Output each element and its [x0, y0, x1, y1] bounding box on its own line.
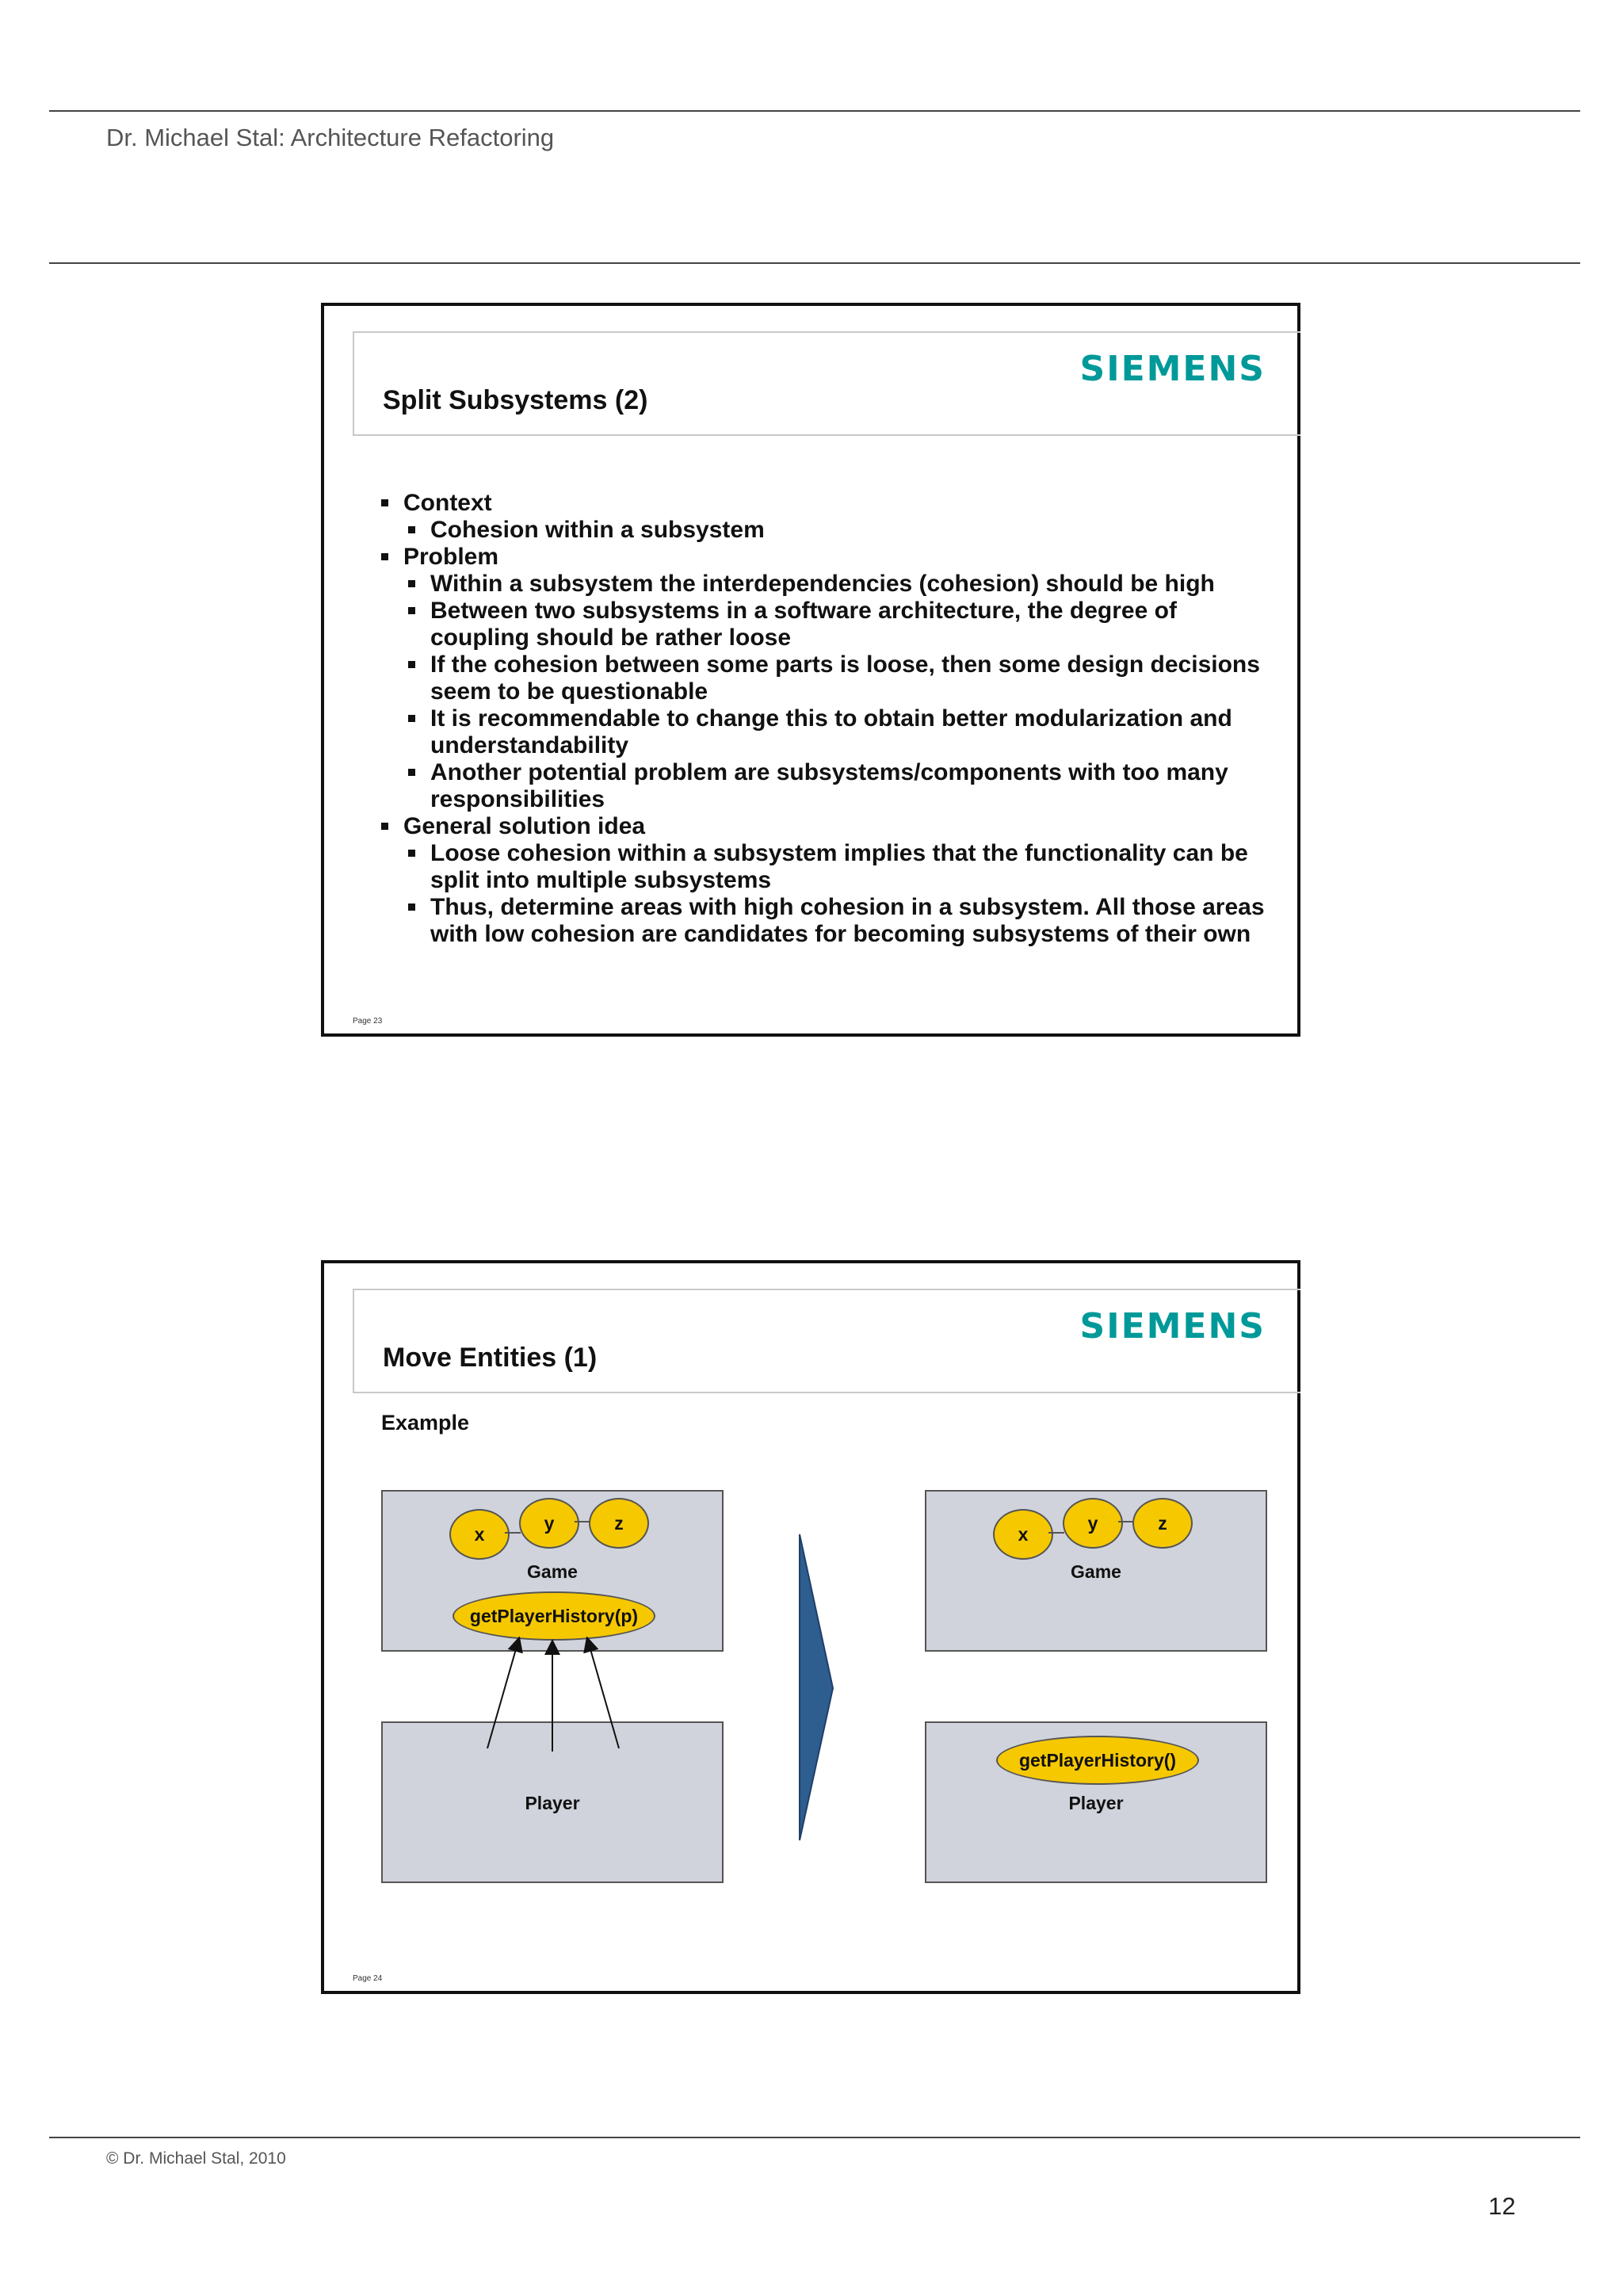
- bullet-subitem: Another potential problem are subsystems/components with too many responsibilities: [407, 759, 1267, 813]
- attribute-z: z: [1132, 1498, 1193, 1549]
- bullet-item: General solution idea: [380, 813, 1267, 840]
- slide-title-bar: [353, 1289, 1300, 1393]
- slide-split-subsystems: [321, 303, 1300, 1037]
- attribute-y: y: [519, 1498, 579, 1549]
- attribute-y: y: [1063, 1498, 1123, 1549]
- bullet-subitem: Within a subsystem the interdependencies (cohesion) should be high: [407, 571, 1267, 598]
- page-header-title: Dr. Michael Stal: Architecture Refactoring: [106, 124, 555, 151]
- bullet-item: Problem: [380, 544, 1267, 571]
- header-rule-top: [49, 110, 1580, 112]
- bullet-item: Context: [380, 490, 1267, 517]
- slide-move-entities: [321, 1260, 1300, 1994]
- method-getplayerhistory: getPlayerHistory(p): [453, 1591, 655, 1641]
- bullet-subitem: Cohesion within a subsystem: [407, 517, 1267, 544]
- slide-title-bar: [353, 331, 1300, 436]
- bullet-subitem: It is recommendable to change this to obtain better modularization and understandability: [407, 705, 1267, 759]
- attribute-x: x: [993, 1509, 1053, 1560]
- footer-rule: [49, 2137, 1580, 2138]
- slide-page-number: Page 24: [353, 1974, 383, 1983]
- transform-arrow: [798, 1533, 839, 1843]
- page-number: 12: [1488, 2192, 1516, 2220]
- slide-title: Split Subsystems (2): [383, 385, 648, 415]
- method-getplayerhistory: getPlayerHistory(): [996, 1736, 1199, 1785]
- example-label: Example: [381, 1411, 470, 1435]
- bullet-subitem: Thus, determine areas with high cohesion in a subsystem. All those areas with low cohesion are candidates for becoming subsystems of their own: [407, 894, 1267, 948]
- game-label: Game: [1071, 1561, 1121, 1582]
- slide-title: Move Entities (1): [383, 1343, 598, 1373]
- slide-page-number: Page 23: [353, 1017, 383, 1026]
- attribute-z: z: [589, 1498, 649, 1549]
- left-game-box: [381, 1490, 724, 1652]
- game-label: Game: [527, 1561, 578, 1582]
- header-rule-bottom: [49, 262, 1580, 264]
- left-player-box: [381, 1721, 724, 1883]
- siemens-logo: SIEMENS: [1079, 1306, 1266, 1347]
- bullet-list: [380, 490, 1267, 948]
- bullet-subitem: Loose cohesion within a subsystem implies that the functionality can be split into multiple subsystems: [407, 840, 1267, 894]
- right-game-box: [925, 1490, 1267, 1652]
- copyright: © Dr. Michael Stal, 2010: [106, 2149, 286, 2168]
- player-label: Player: [525, 1793, 580, 1813]
- bullet-subitem: If the cohesion between some parts is loose, then some design decisions seem to be questionable: [407, 651, 1267, 705]
- right-player-box: [925, 1721, 1267, 1883]
- attribute-x: x: [449, 1509, 510, 1560]
- player-label: Player: [1068, 1793, 1124, 1813]
- bullet-subitem: Between two subsystems in a software architecture, the degree of coupling should be rather loose: [407, 598, 1267, 651]
- siemens-logo: SIEMENS: [1079, 349, 1266, 389]
